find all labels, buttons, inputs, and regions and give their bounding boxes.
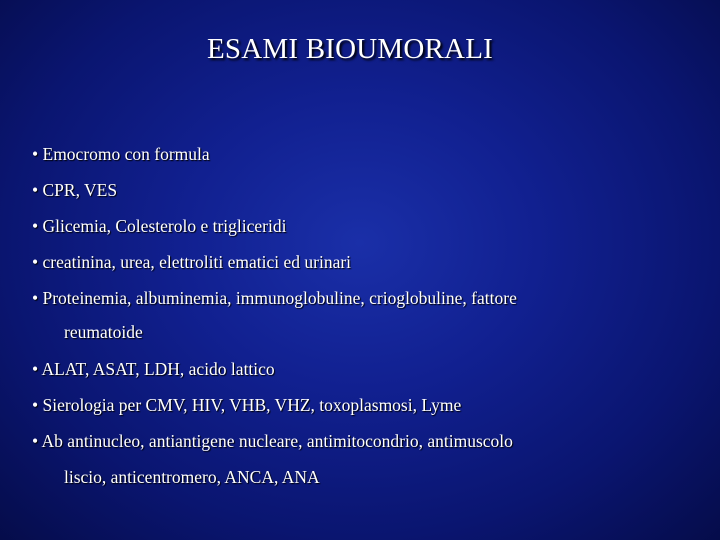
bullet-emocromo: • Emocromo con formula (32, 144, 210, 164)
bullet-ab-antinucleo: • Ab antinucleo, antiantigene nucleare, antimitocondrio, antimuscolo (32, 431, 513, 451)
bullet-ab-antinucleo-continued: liscio, anticentromero, ANCA, ANA (64, 467, 320, 487)
bullet-sierologia: • Sierologia per CMV, HIV, VHB, VHZ, toxoplasmosi, Lyme (32, 395, 462, 415)
bullet-proteinemia: • Proteinemia, albuminemia, immunoglobuline, crioglobuline, fattore (32, 288, 517, 308)
bullet-proteinemia-continued: reumatoide (64, 322, 143, 342)
bullet-alat-asat: • ALAT, ASAT, LDH, acido lattico (32, 359, 275, 379)
bullet-creatinina: • creatinina, urea, elettroliti ematici ed urinari (32, 252, 352, 272)
bullet-glicemia: • Glicemia, Colesterolo e trigliceridi (32, 216, 287, 236)
slide-title: ESAMI BIOUMORALI (207, 33, 493, 65)
bullet-cpr-ves: • CPR, VES (32, 180, 118, 200)
